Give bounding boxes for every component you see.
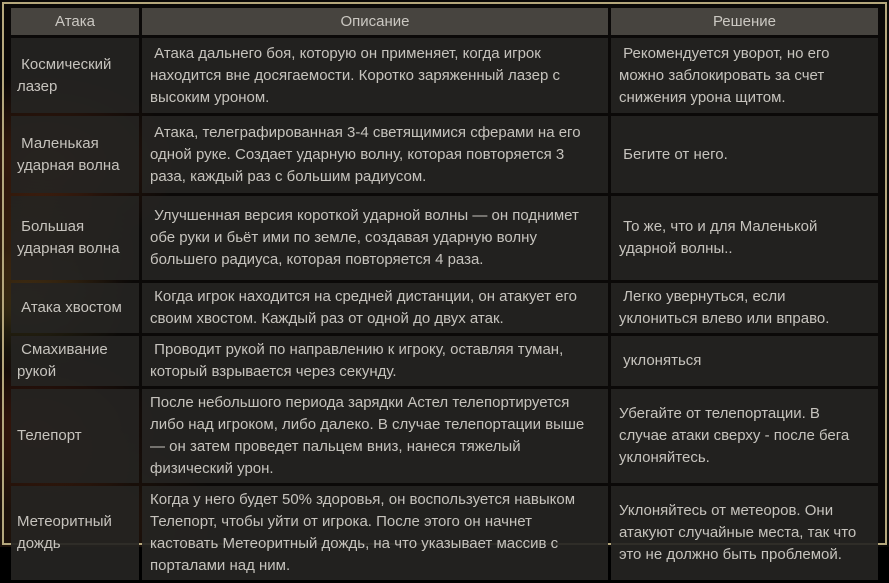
attack-solution-cell: Легко увернуться, если уклониться влево или вправо. (611, 283, 878, 333)
attack-name-cell: Маленькая ударная волна (11, 116, 139, 193)
attack-solution-cell: Бегите от него. (611, 116, 878, 193)
table-row (11, 389, 878, 483)
column-header-attack: Атака (11, 8, 139, 35)
table-row (11, 486, 878, 580)
column-header-solution: Решение (611, 8, 878, 35)
attack-name-cell: Космический лазер (11, 38, 139, 113)
attack-description-cell: Атака, телеграфированная 3-4 светящимися сферами на его одной руке. Создает ударную волну, которая повторяется 3 раза, каждый раз с большим радиусом. (142, 116, 608, 193)
attack-description-cell: Когда игрок находится на средней дистанции, он атакует его своим хвостом. Каждый раз от одной до двух атак. (142, 283, 608, 333)
attack-name-cell: Большая ударная волна (11, 196, 139, 280)
table-row (11, 38, 878, 113)
attack-name-cell: Атака хвостом (11, 283, 139, 333)
attack-name-cell: Телепорт (11, 389, 139, 483)
attack-description-cell: Проводит рукой по направлению к игроку, оставляя туман, который взрывается через секунду. (142, 336, 608, 386)
attack-description-cell: Улучшенная версия короткой ударной волны — он поднимет обе руки и бьёт ими по земле, создавая ударную волну большего радиуса, которая повторяется 4 раза. (142, 196, 608, 280)
attack-solution-cell: Убегайте от телепортации. В случае атаки сверху - после бега уклоняйтесь. (611, 389, 878, 483)
attack-name-cell: Метеоритный дождь (11, 486, 139, 580)
attack-description-cell: После небольшого периода зарядки Астел телепортируется либо над игроком, либо далеко. В случае телепортации выше — он затем проведет пальцем вниз, нанеся тяжелый физический урон. (142, 389, 608, 483)
attack-description-cell: Когда у него будет 50% здоровья, он воспользуется навыком Телепорт, чтобы уйти от игрока. После этого он начнет кастовать Метеоритный дождь, на что указывает массив с порталами над ним. (142, 486, 608, 580)
table-row (11, 336, 878, 386)
attack-solution-cell: уклоняться (611, 336, 878, 386)
attack-guide-table (8, 5, 881, 583)
attack-solution-cell: То же, что и для Маленькой ударной волны.. (611, 196, 878, 280)
attack-name-cell: Смахивание рукой (11, 336, 139, 386)
table-row (11, 283, 878, 333)
table-row (11, 196, 878, 280)
attack-solution-cell: Уклоняйтесь от метеоров. Они атакуют случайные места, так что это не должно быть проблемой. (611, 486, 878, 580)
column-header-description: Описание (142, 8, 608, 35)
table-row (11, 116, 878, 193)
header-row (11, 8, 878, 35)
attack-solution-cell: Рекомендуется уворот, но его можно заблокировать за счет снижения урона щитом. (611, 38, 878, 113)
attack-description-cell: Атака дальнего боя, которую он применяет, когда игрок находится вне досягаемости. Коротко заряженный лазер с высоким уроном. (142, 38, 608, 113)
